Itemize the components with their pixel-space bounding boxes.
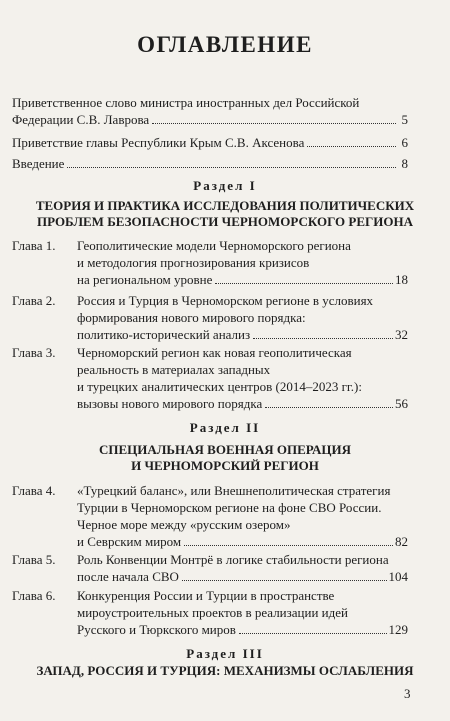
- entry-line: и методология прогнозирования кризисов: [77, 255, 310, 270]
- entry-line: Геополитические модели Черноморского региона: [77, 238, 351, 253]
- chapter-label: Глава 1.: [12, 238, 56, 253]
- entry-text: Федерации С.В. Лаврова: [12, 112, 150, 127]
- toc-entry-introduction[interactable]: [12, 155, 408, 172]
- entry-text: после начала СВО: [77, 569, 179, 584]
- section-title: [10, 663, 440, 679]
- entry-line: Россия и Турция в Черноморском регионе в условиях: [77, 293, 374, 308]
- chapter-label: Глава 4.: [12, 483, 56, 498]
- leader-dots: [307, 146, 396, 147]
- section-title-line: ПРОБЛЕМ БЕЗОПАСНОСТИ ЧЕРНОМОРСКОГО РЕГИОНА: [36, 214, 414, 229]
- entry-line: формирования нового мирового порядка:: [77, 310, 306, 325]
- leader-dots: [253, 338, 393, 339]
- entry-text: Русского и Тюркского миров: [77, 622, 236, 637]
- page-ref: 32: [395, 327, 408, 342]
- entry-line: «Турецкий баланс», или Внешнеполитическая стратегия: [77, 483, 391, 498]
- section-title-line: И ЧЕРНОМОРСКИЙ РЕГИОН: [131, 458, 319, 473]
- page-ref: 129: [388, 622, 408, 637]
- entry-line: Черное море между «русским озером»: [77, 517, 291, 532]
- section-title: [10, 198, 440, 230]
- entry-line: мироустроительных проектов в реализации идей: [77, 605, 348, 620]
- chapter-label: Глава 5.: [12, 552, 56, 567]
- section-label: Раздел III: [186, 646, 264, 661]
- entry-line: Черноморский регион как новая геополитическая: [77, 345, 352, 360]
- section-title-line: ЗАПАД, РОССИЯ И ТУРЦИЯ: МЕХАНИЗМЫ ОСЛАБЛЕНИЯ: [36, 663, 414, 678]
- section-label: Раздел I: [193, 178, 257, 193]
- entry-line: Роль Конвенции Монтрё в логике стабильности региона: [77, 552, 389, 567]
- entry-line: реальность в материалах западных: [77, 362, 271, 377]
- section-title-line: ТЕОРИЯ И ПРАКТИКА ИССЛЕДОВАНИЯ ПОЛИТИЧЕСКИХ: [35, 198, 415, 213]
- leader-dots: [265, 407, 393, 408]
- leader-dots: [184, 545, 393, 546]
- toc-entry-greeting-lavrov[interactable]: [12, 94, 408, 128]
- entry-text: политико-исторический анализ: [77, 327, 251, 342]
- page-ref: 18: [395, 272, 408, 287]
- page-ref: 6: [401, 135, 408, 150]
- section-label: Раздел II: [189, 420, 261, 435]
- leader-dots: [182, 580, 387, 581]
- entry-text: Введение: [12, 156, 65, 171]
- entry-line: и турецких аналитических центров (2014–2023 гг.):: [77, 379, 362, 394]
- toc-entry-greeting-aksenov[interactable]: [12, 134, 408, 151]
- chapter-label: Глава 2.: [12, 293, 56, 308]
- entry-line: Конкуренция России и Турции в пространстве: [77, 588, 335, 603]
- leader-dots: [239, 633, 387, 634]
- section-title: [10, 442, 440, 474]
- entry-line: Турции в Черноморском регионе на фоне СВО России.: [77, 500, 382, 515]
- page-ref: 8: [401, 156, 408, 171]
- page-number: 3: [404, 686, 411, 701]
- page-title: ОГЛАВЛЕНИЕ: [137, 32, 313, 57]
- entry-text: и Севрским миром: [77, 534, 182, 549]
- page-ref: 104: [388, 569, 408, 584]
- page-ref: 56: [395, 396, 408, 411]
- leader-dots: [215, 283, 393, 284]
- page-ref: 82: [395, 534, 408, 549]
- chapter-label: Глава 3.: [12, 345, 56, 360]
- leader-dots: [67, 167, 396, 168]
- page-ref: 5: [401, 112, 408, 127]
- entry-text: на региональном уровне: [77, 272, 213, 287]
- entry-text: вызовы нового мирового порядка: [77, 396, 263, 411]
- section-title-line: СПЕЦИАЛЬНАЯ ВОЕННАЯ ОПЕРАЦИЯ: [98, 442, 352, 457]
- entry-text: Приветствие главы Республики Крым С.В. Аксенова: [12, 135, 305, 150]
- entry-line: Приветственное слово министра иностранных дел Российской: [12, 95, 360, 110]
- chapter-label: Глава 6.: [12, 588, 56, 603]
- leader-dots: [152, 123, 396, 124]
